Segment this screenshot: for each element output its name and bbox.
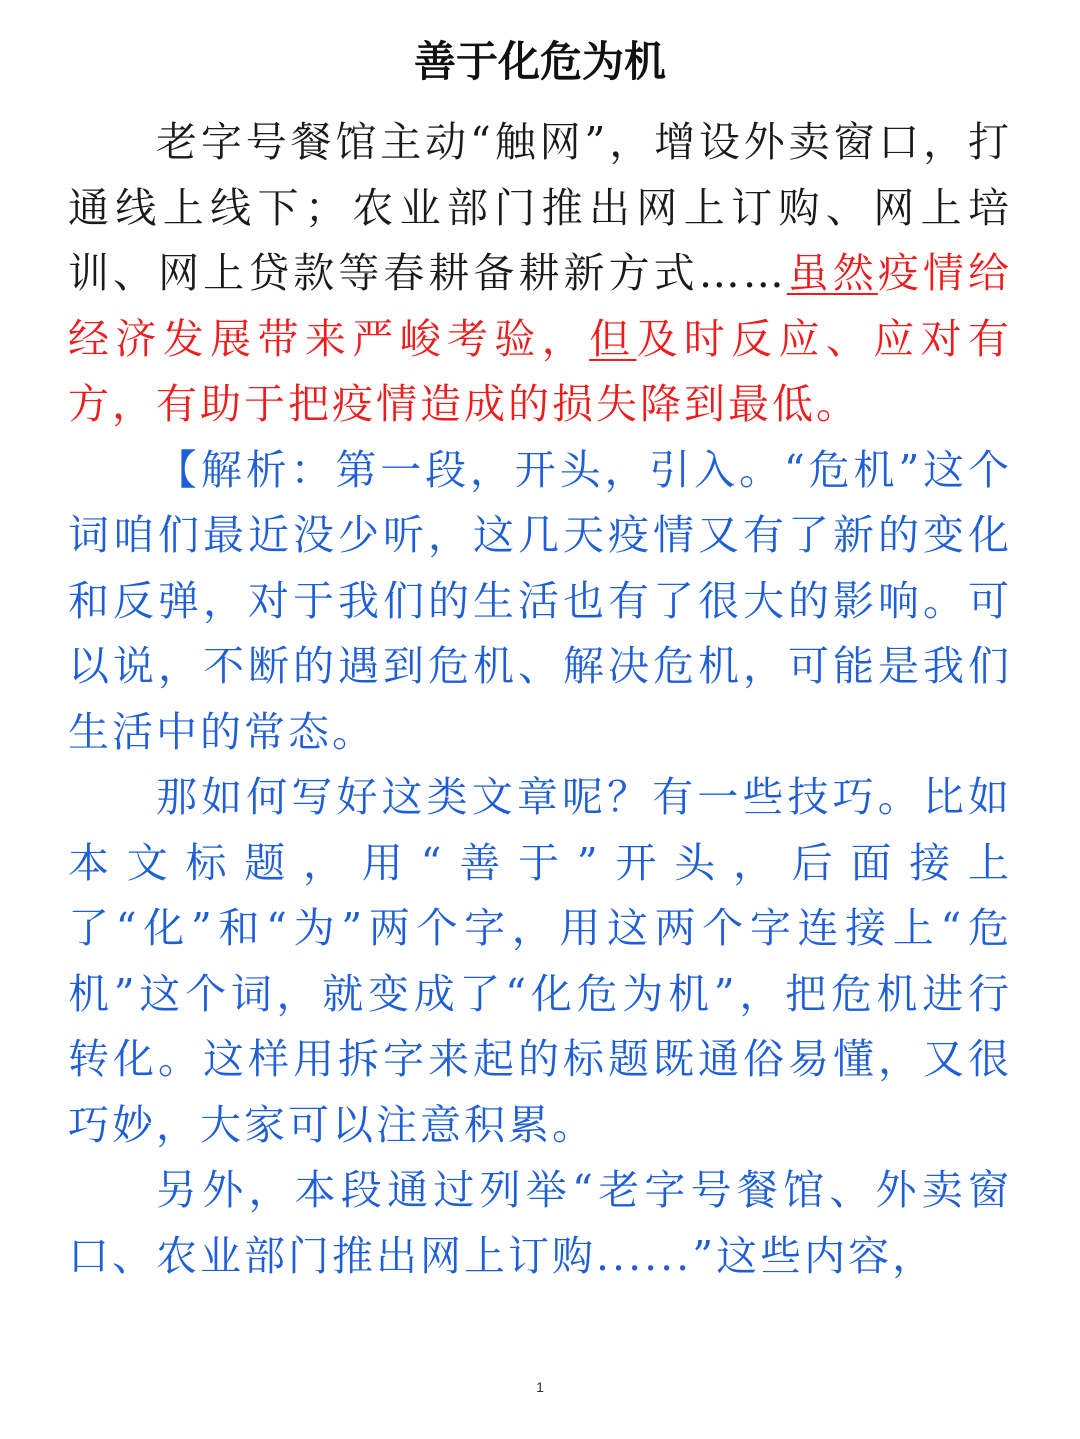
intro-text: 老字号餐馆主动“触网”，增设外卖窗口，打通线上线下；农业部门推出网上订购、网上培训、网上贷款等春耕备耕新方式……	[68, 118, 1012, 297]
highlighted-sentence-part-2: 及时反应、应对有方，有助于把疫情造成的损失降到最低。	[68, 314, 1013, 428]
analysis-paragraph-1: 【解析：第一段，开头，引入。“危机”这个词咱们最近没少听，这几天疫情又有了新的变化和反弹，对于我们的生活也有了很大的影响。可以说，不断的遇到危机、解决危机，可能是我们生活中的常态。	[68, 445, 1012, 756]
underlined-conjunction-suiran: 虽然	[786, 249, 878, 297]
document-body	[68, 110, 1012, 1289]
page-number: 1	[536, 1379, 544, 1395]
document-title: 善于化危为机	[413, 37, 666, 86]
underlined-conjunction-dan: 但	[589, 314, 637, 363]
analysis-paragraph-3: 另外，本段通过列举“老字号餐馆、外卖窗口、农业部门推出网上订购......”这些内容，	[68, 1166, 1012, 1280]
analysis-paragraph-2: 那如何写好这类文章呢？有一些技巧。比如本文标题，用“善于”开头，后面接上了“化”和“为”两个字，用这两个字连接上“危机”这个词，就变成了“化危为机”，把危机进行转化。这样用拆字来起的标题既通俗易懂，又很巧妙，大家可以注意积累。	[68, 773, 1012, 1149]
highlighted-sentence-part-1: 疫情给经济发展带来严峻考验，	[68, 249, 1013, 363]
paragraph-intro	[68, 110, 1012, 438]
